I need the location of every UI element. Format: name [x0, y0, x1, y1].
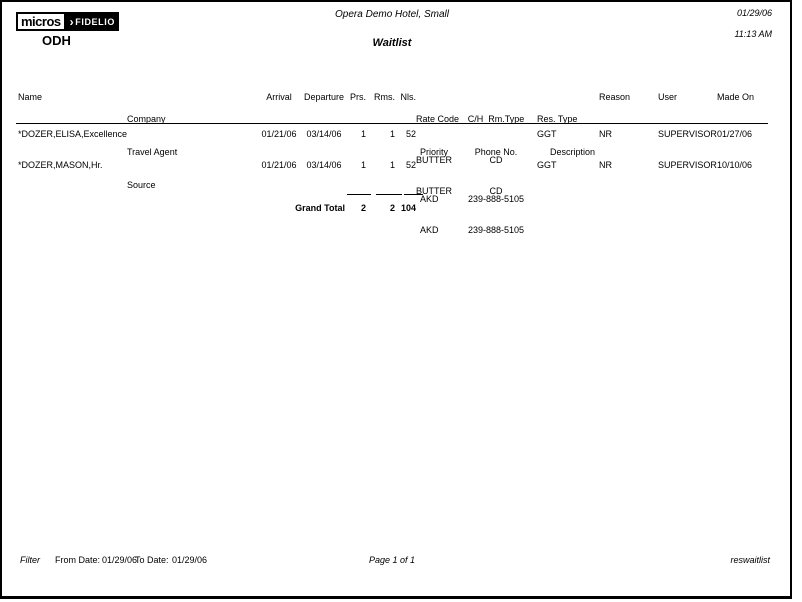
cell-res-type: GGT — [537, 160, 557, 170]
cell-phone-no: 239-888-5105 — [467, 225, 525, 235]
cell-user: SUPERVISOR — [658, 160, 717, 170]
grand-total-nls: 104 — [400, 203, 416, 213]
cell-nls: 52 — [405, 160, 416, 170]
cell-rate-code: BUTTER — [416, 155, 452, 165]
cell-user: SUPERVISOR — [658, 129, 717, 139]
cell-rms: 1 — [389, 160, 395, 170]
cell-rms: 1 — [389, 129, 395, 139]
col-header-ch-l1: C/H Rm.Type — [467, 114, 525, 124]
col-header-nls: Nls. — [400, 92, 416, 102]
col-header-departure: Departure — [303, 92, 345, 102]
cell-guest-name: *DOZER,ELISA,Excellence — [18, 129, 128, 139]
cell-priority: AKD — [420, 194, 439, 204]
print-date: 01/29/06 — [736, 8, 772, 18]
cell-ch-phone — [460, 159, 532, 263]
col-header-made-on: Made On — [717, 92, 755, 102]
col-header-user: User — [658, 92, 678, 102]
property-code: ODH — [42, 33, 71, 48]
filter-from-label: From Date: — [55, 555, 101, 565]
cell-arrival: 01/21/06 — [261, 160, 297, 170]
filter-to-value: 01/29/06 — [172, 555, 208, 565]
report-code: reswaitlist — [730, 555, 770, 565]
cell-ch-rm-type: CD — [489, 155, 503, 165]
total-underline-prs — [347, 194, 371, 195]
total-underline-rms — [376, 194, 402, 195]
cell-departure: 03/14/06 — [306, 129, 342, 139]
chevron-right-icon: › — [69, 14, 75, 29]
print-time: 11:13 AM — [734, 29, 772, 39]
col-header-reason: Reason — [599, 92, 631, 102]
col-header-name: Name — [18, 92, 43, 102]
cell-ch-rm-type: CD — [489, 186, 503, 196]
cell-guest-name: *DOZER,MASON,Hr. — [18, 160, 103, 170]
cell-phone-no: 239-888-5105 — [467, 194, 525, 204]
cell-departure: 03/14/06 — [306, 160, 342, 170]
cell-nls: 52 — [405, 129, 416, 139]
cell-rate-code: BUTTER — [416, 186, 452, 196]
grand-total-prs: 2 — [360, 203, 366, 213]
col-header-rate-l2: Priority — [420, 147, 449, 157]
col-header-res-l1: Res. Type — [537, 114, 578, 124]
page-number: Page 1 of 1 — [368, 555, 416, 565]
grand-total-rms: 2 — [389, 203, 395, 213]
total-underline-nls — [404, 194, 423, 195]
col-header-prs: Prs. — [349, 92, 366, 102]
col-header-company-l2: Travel Agent — [127, 147, 178, 157]
filter-label: Filter — [20, 555, 40, 565]
cell-res-type: GGT — [537, 129, 557, 139]
logo-micros-text: micros — [16, 12, 66, 31]
cell-prs: 1 — [360, 160, 366, 170]
col-header-company-l1: Company — [127, 114, 166, 124]
logo-fidelio-text: FIDELIO — [75, 16, 115, 27]
col-header-arrival: Arrival — [266, 92, 292, 102]
col-header-company-l3: Source — [127, 180, 156, 190]
hotel-name: Opera Demo Hotel, Small — [335, 9, 449, 20]
col-header-rate-l1: Rate Code — [416, 114, 460, 124]
header-divider-line — [16, 123, 768, 124]
cell-arrival: 01/21/06 — [261, 129, 297, 139]
cell-priority: AKD — [420, 225, 439, 235]
cell-reason: NR — [599, 160, 612, 170]
cell-made-on: 01/27/06 — [717, 129, 753, 139]
cell-made-on: 10/10/06 — [717, 160, 753, 170]
col-header-ch-l2: Phone No. — [474, 147, 518, 157]
col-header-res-l2: Description — [550, 147, 596, 157]
cell-reason: NR — [599, 129, 612, 139]
filter-to-label: To Date: — [135, 555, 169, 565]
report-title: Waitlist — [372, 37, 412, 49]
cell-prs: 1 — [360, 129, 366, 139]
filter-from-value: 01/29/06 — [102, 555, 138, 565]
grand-total-label: Grand Total — [295, 203, 345, 213]
col-header-rms: Rms. — [374, 92, 395, 102]
